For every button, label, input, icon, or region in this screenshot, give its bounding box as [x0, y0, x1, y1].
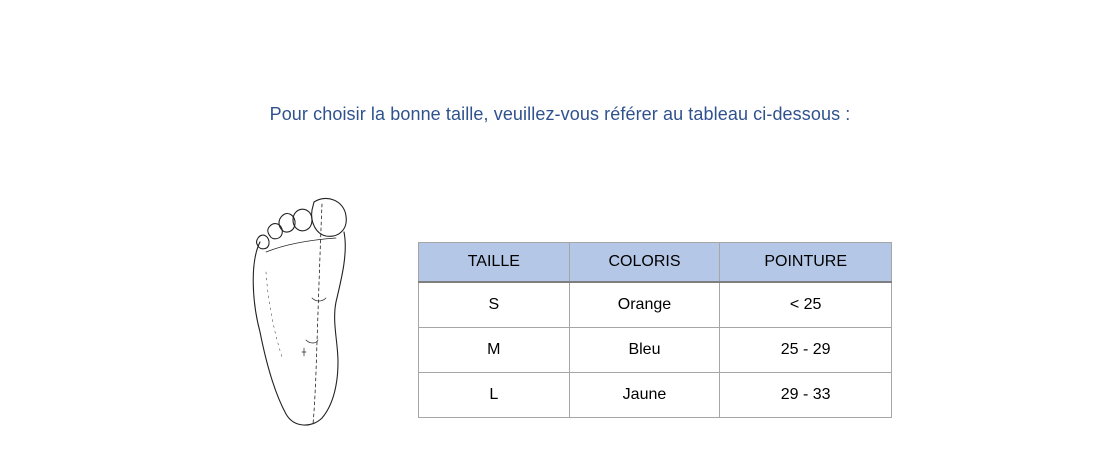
- table-row: [419, 328, 892, 373]
- cell-pointure: 29 - 33: [720, 373, 892, 418]
- cell-coloris: Jaune: [569, 373, 720, 418]
- foot-sole-icon: [246, 192, 358, 432]
- cell-taille: M: [419, 328, 570, 373]
- cell-coloris: Orange: [569, 282, 720, 328]
- page-title: Pour choisir la bonne taille, veuillez-vous référer au tableau ci-dessous :: [269, 104, 851, 124]
- header-taille: TAILLE: [419, 243, 570, 283]
- cell-taille: S: [419, 282, 570, 328]
- table-header-row: [419, 243, 892, 283]
- cell-pointure: 25 - 29: [720, 328, 892, 373]
- cell-taille: L: [419, 373, 570, 418]
- header-coloris: COLORIS: [569, 243, 720, 283]
- table-row: [419, 282, 892, 328]
- size-table: [418, 242, 892, 418]
- cell-coloris: Bleu: [569, 328, 720, 373]
- cell-pointure: < 25: [720, 282, 892, 328]
- table-row: [419, 373, 892, 418]
- header-pointure: POINTURE: [720, 243, 892, 283]
